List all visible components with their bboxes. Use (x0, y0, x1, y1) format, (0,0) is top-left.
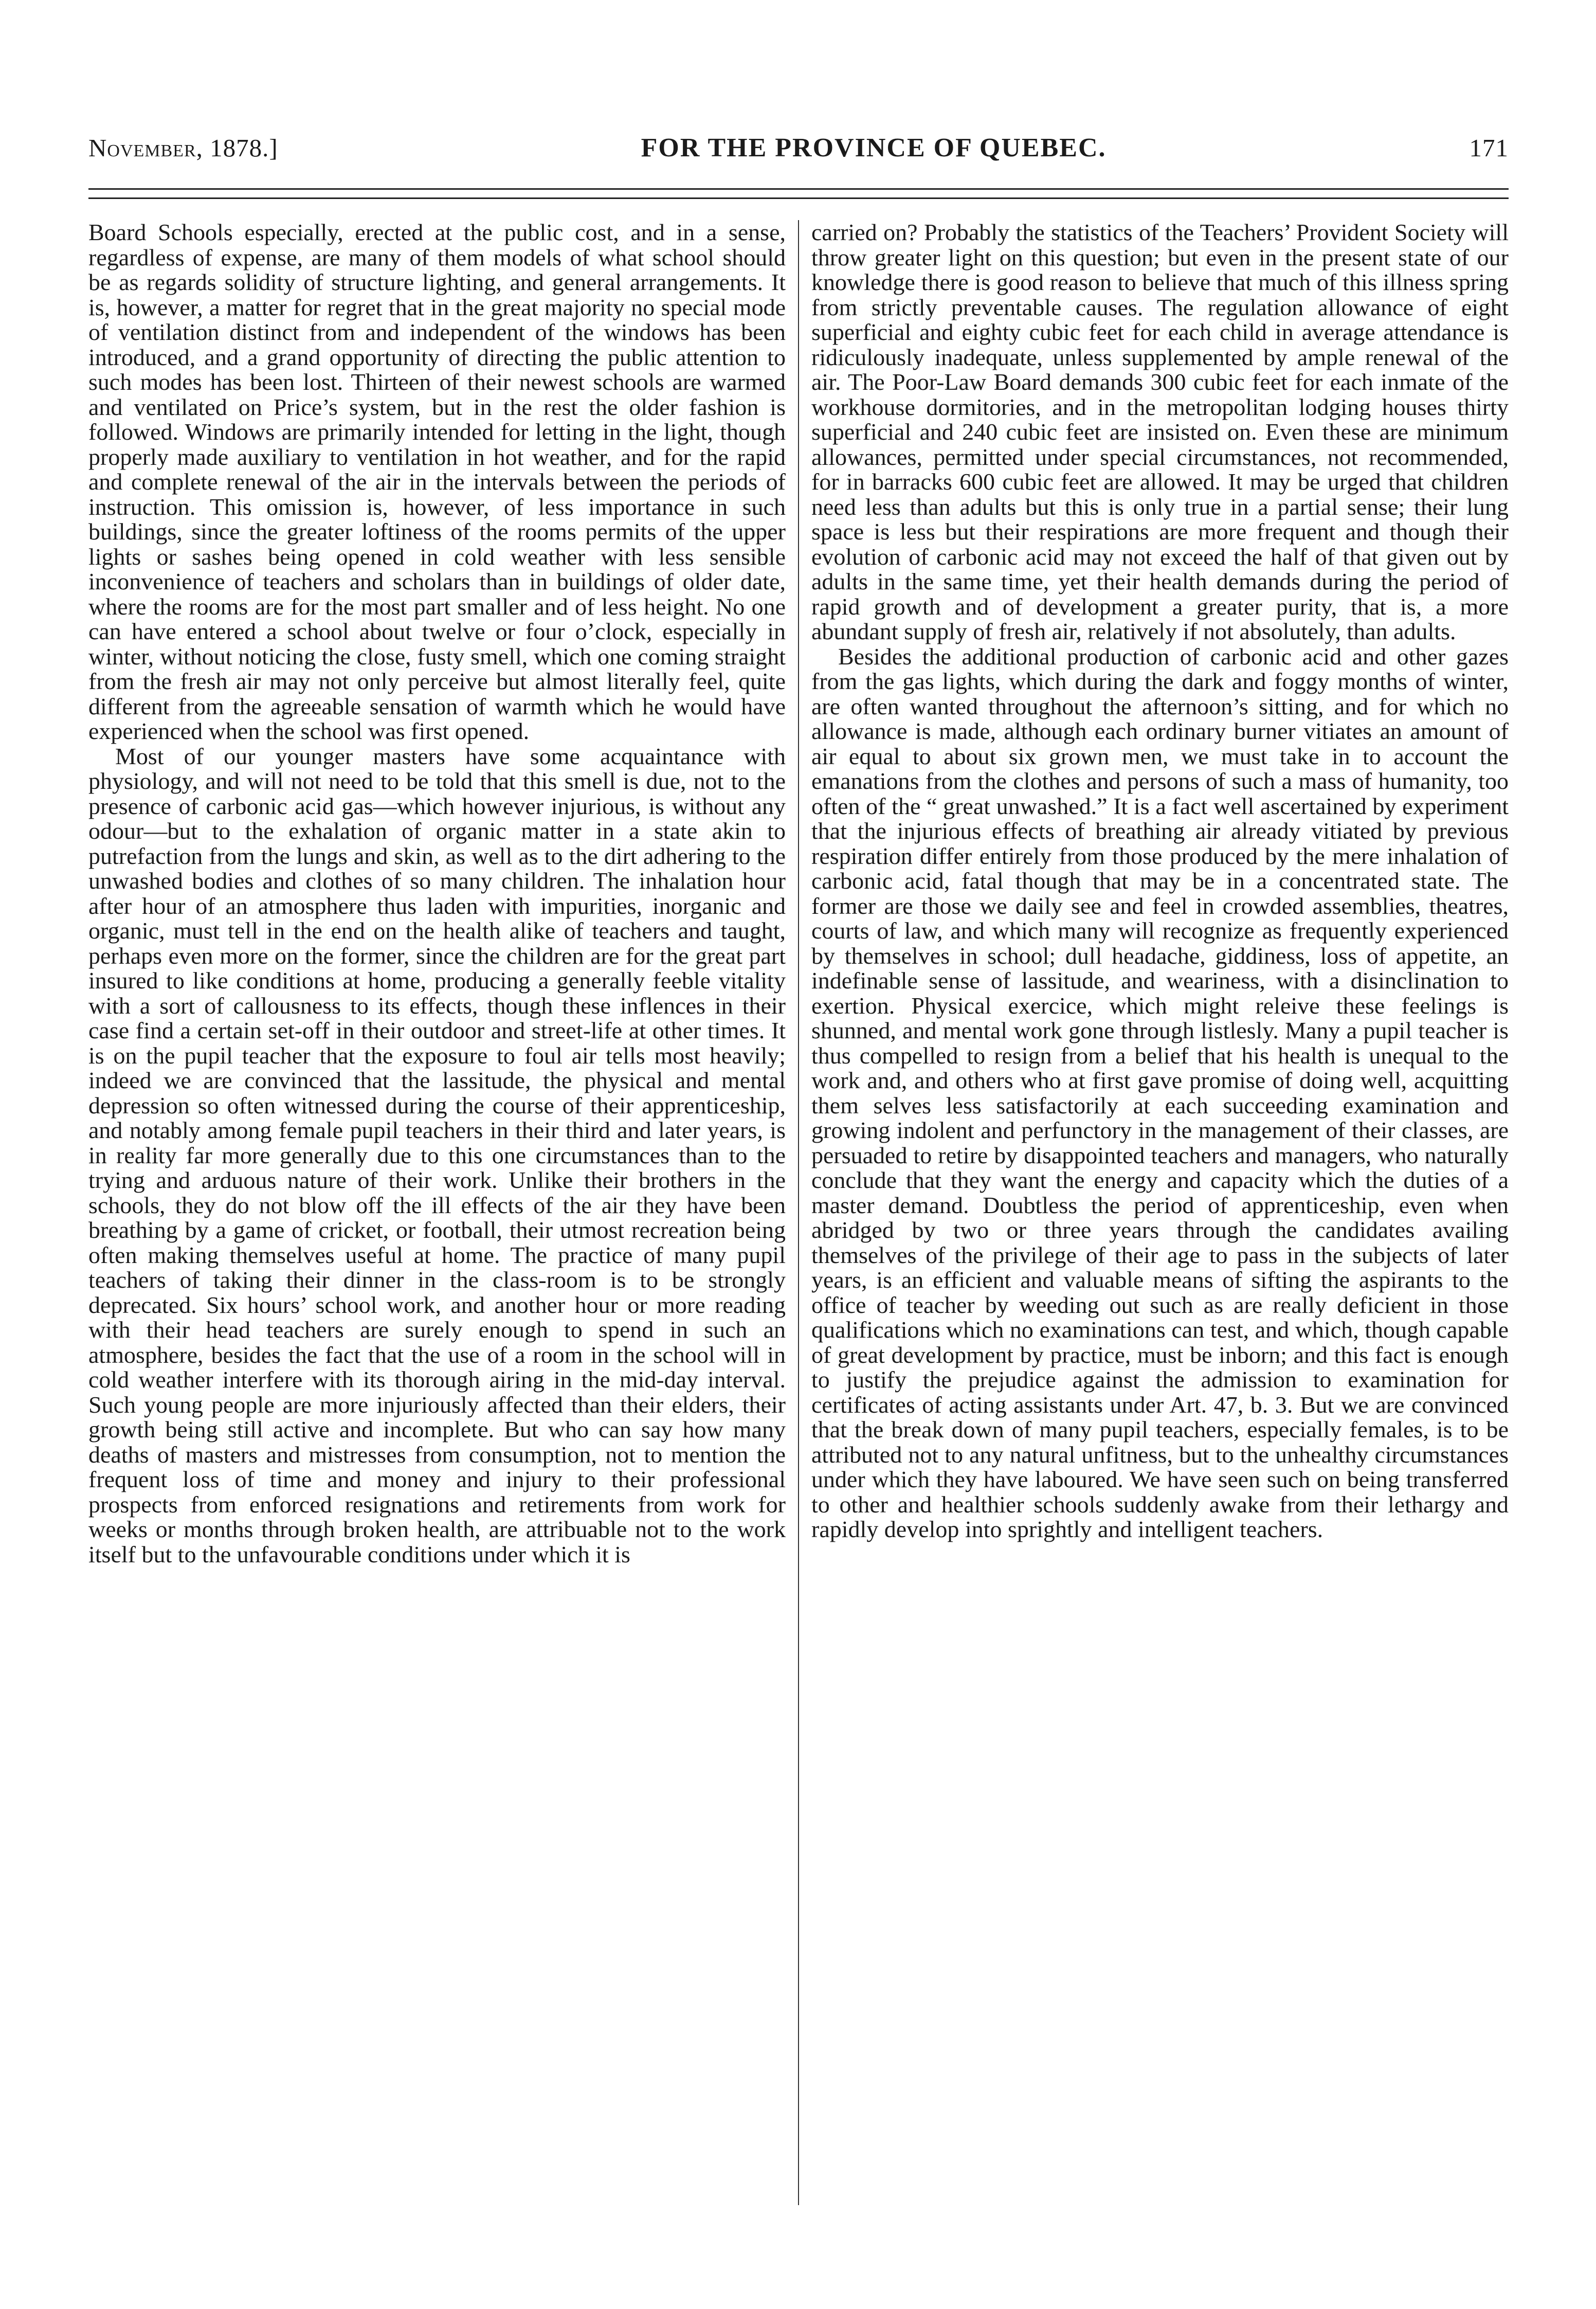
paragraph: carried on? Probably the statistics of the Teachers’ Provident Society will throw greater light on this question; but even in the present state of our knowledge there is good reason to believe that much of this illness spring from strictly preventable causes. The regulation allowance of eight superficial and eighty cubic feet for each child in average attendance is ridiculously inadequate, unless supplemented by ample renewal of the air. The Poor-Law Board demands 300 cubic feet for each inmate of the workhouse dormitories, and in the metropolitan lodging houses thirty superficial and 240 cubic feet are insisted on. Even these are minimum allowances, permitted under special circumstances, not recommended, for in barracks 600 cubic feet are allowed. It may be urged that children need less than adults but this is only true in a partial sense; their lung space is less but their respirations are more frequent and though their evolution of carbonic acid may not exceed the half of that given out by adults in the same time, yet their health demands during the period of rapid growth and of development a greater purity, that is, a more abundant supply of fresh air, relatively if not absolutely, than adults. (811, 220, 1509, 644)
right-column (811, 220, 1509, 2205)
paragraph: Board Schools especially, erected at the public cost, and in a sense, regardless of expense, are many of them models of what school should be as regards solidity of structure lighting, and general arrangements. It is, however, a matter for regret that in the great majority no special mode of ventilation distinct from and independent of the windows has been introduced, and a grand opportunity of directing the public attention to such modes has been lost. Thirteen of their newest schools are warmed and ventilated on Price’s system, but in the rest the older fashion is followed. Windows are primarily intended for letting in the light, though properly made auxiliary to ventilation in hot weather, and for the rapid and complete renewal of the air in the intervals between the periods of instruction. This omission is, however, of less importance in such buildings, since the greater loftiness of the rooms permits of the upper lights or sashes being opened in cold weather with less sensible inconvenience of teachers and scholars than in buildings of older date, where the rooms are for the most part smaller and of less height. No one can have entered a school about twelve or four o’clock, especially in winter, without noticing the close, fusty smell, which one coming straight from the fresh air may not only perceive but almost literally feel, quite different from the agreeable sensation of warmth which he would have experienced when the school was first opened. (88, 220, 786, 744)
article-columns (88, 220, 1509, 2205)
header-rule-bottom (88, 197, 1509, 199)
header-title: FOR THE PROVINCE OF QUEBEC. (641, 133, 1107, 163)
paragraph: Most of our younger masters have some acquaintance with physiology, and will not need to be told that this smell is due, not to the presence of carbonic acid gas—which however injurious, is without any odour—but to the exhalation of organic matter in a state akin to putrefaction from the lungs and skin, as well as to the dirt adhering to the unwashed bodies and clothes of so many children. The inhalation hour after hour of an atmosphere thus laden with impurities, inorganic and organic, must tell in the end on the health alike of teachers and taught, perhaps even more on the former, since the children are for the great part insured to like conditions at home, producing a generally feeble vitality with a sort of callousness to its effects, though these inflences in their case find a certain set-off in their outdoor and street-life at other times. It is on the pupil teacher that the exposure to foul air tells most heavily; indeed we are convinced that the lassitude, the physical and mental depression so often witnessed during the course of their apprenticeship, and notably among female pupil teachers in their third and later years, is in reality far more generally due to this one circumstances than to the trying and arduous nature of their work. Unlike their brothers in the schools, they do not blow off the ill effects of the air they have been breathing by a game of cricket, or football, their utmost recreation being often making themselves useful at home. The practice of many pupil teachers of taking their dinner in the class-room is to be strongly deprecated. Six hours’ school work, and another hour or more reading with their head teachers are surely enough to spend in such an atmosphere, besides the fact that the use of a room in the school will in cold weather interfere with its thorough airing in the mid-day interval. Such young people are more injuriously affected than their elders, their growth being still active and incomplete. But who can say how many deaths of masters and mistresses from consumption, not to mention the frequent loss of time and money and injury to their professional prospects from enforced resignations and retirements from work for weeks or months through broken health, are attribuable not to the work itself but to the unfavourable conditions under which it is (88, 743, 786, 1567)
column-divider (798, 220, 799, 2205)
left-column (88, 220, 786, 2205)
header-rule-top (88, 188, 1509, 190)
header-date: November, 1878.] (88, 134, 278, 162)
running-header (88, 133, 1509, 169)
page-number: 171 (1469, 134, 1509, 162)
paragraph: Besides the additional production of carbonic acid and other gazes from the gas lights, which during the dark and foggy months of winter, are often wanted throughout the afternoon’s sitting, and for which no allowance is made, although each ordinary burner vitiates an amount of air equal to about six grown men, we must take in to account the emanations from the clothes and persons of such a mass of humanity, too often of the “ great unwashed.” It is a fact well ascertained by experiment that the injurious effects of breathing air already vitiated by previous respiration differ entirely from those produced by the mere inhalation of carbonic acid, fatal though that may be in a concentrated state. The former are those we daily see and feel in crowded assemblies, theatres, courts of law, and which many will recognize as frequently experienced by themselves in school; dull headache, giddiness, loss of appetite, an indefinable sense of lassitude, and weariness, with a disinclination to exertion. Physical exercice, which might releive these feelings is shunned, and mental work gone through listlesly. Many a pupil teacher is thus compelled to resign from a belief that his health is unequal to the work and, and others who at first gave promise of doing well, acquitting them selves less satisfactorily at each succeeding examination and growing indolent and perfunctory in the management of their classes, are persuaded to retire by disappointed teachers and managers, who naturally conclude that they want the energy and capacity which the duties of a master demand. Doubtless the period of apprenticeship, even when abridged by two or three years through the candidates availing themselves of the privilege of their age to pass in the subjects of later years, is an efficient and valuable means of sifting the aspirants to the office of teacher by weeding out such as are really deficient in those qualifications which no examinations can test, and which, though capable of great development by practice, must be inborn; and this fact is enough to justify the prejudice against the admission to examination for certificates of acting assistants under Art. 47, b. 3. But we are convinced that the break down of many pupil teachers, especially females, is to be attributed not to any natural unfitness, but to the unhealthy circumstances under which they have laboured. We have seen such on being transferred to other and healthier schools suddenly awake from their lethargy and rapidly develop into sprightly and intelligent teachers. (811, 643, 1509, 1542)
